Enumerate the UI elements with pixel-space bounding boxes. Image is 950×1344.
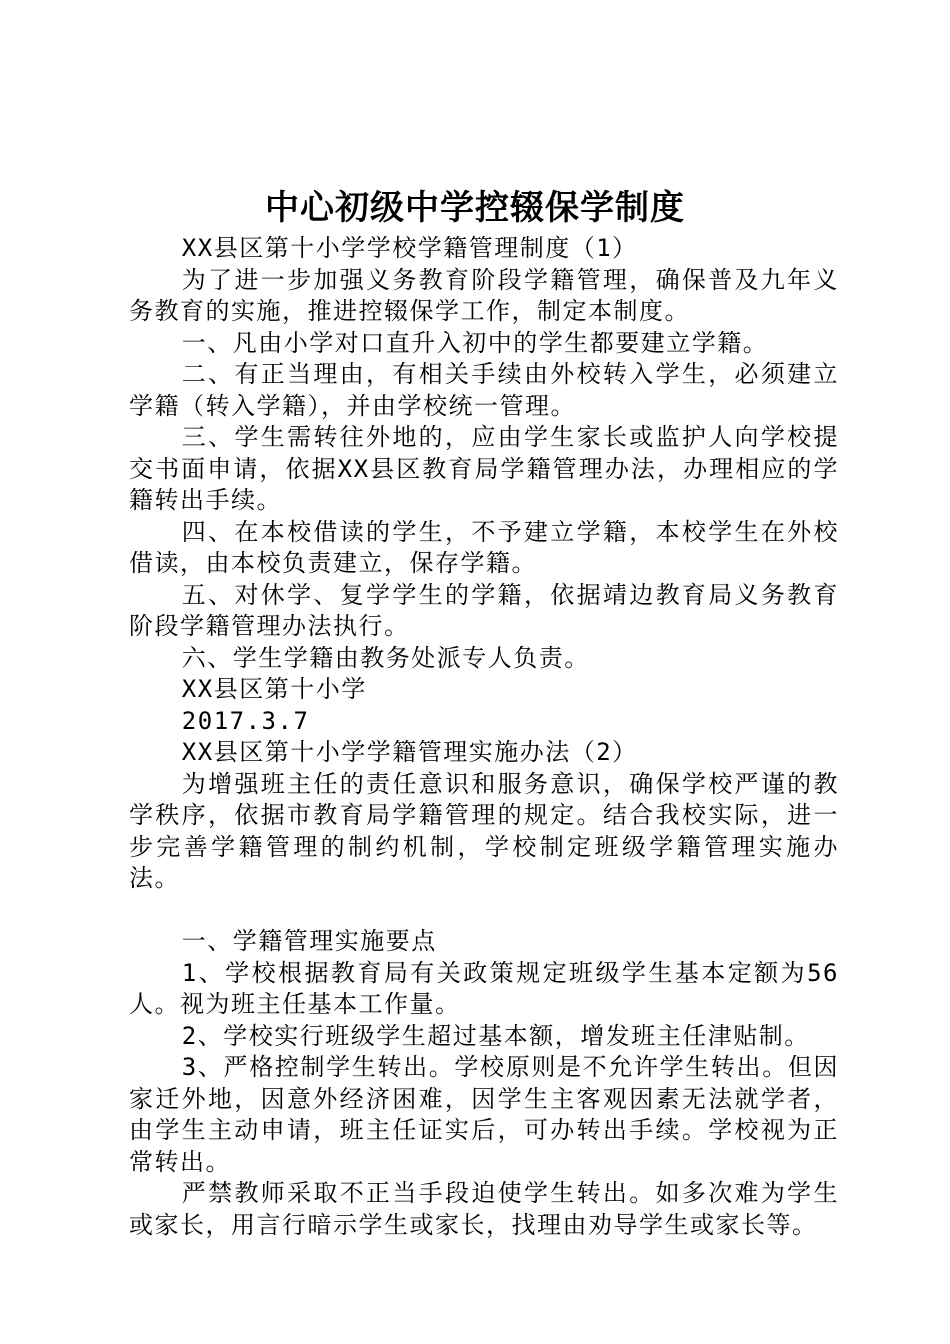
signature-school-name: XX县区第十小学 bbox=[181, 675, 367, 703]
heading-school-registration-rules: XX县区第十小学学校学籍管理制度（1） bbox=[181, 234, 638, 262]
section-heading-key-points: 一、学籍管理实施要点 bbox=[181, 927, 437, 955]
paragraph-purpose: 为了进一步加强义务教育阶段学籍管理，确保普及九年义务教育的实施，推进控辍保学工作，制定本制度。 bbox=[129, 265, 839, 325]
document-body bbox=[129, 233, 839, 1241]
rule-item-5: 五、对休学、复学学生的学籍，依据靖边教育局义务教育阶段学籍管理办法执行。 bbox=[129, 580, 839, 640]
rule-item-2: 二、有正当理由，有相关手续由外校转入学生，必须建立学籍（转入学籍），并由学校统一管理。 bbox=[129, 360, 839, 420]
signature-date: 2017.3.7 bbox=[181, 706, 310, 735]
rule-item-4: 四、在本校借读的学生，不予建立学籍，本校学生在外校借读，由本校负责建立，保存学籍。 bbox=[129, 517, 839, 577]
point-item-3: 3、严格控制学生转出。学校原则是不允许学生转出。但因家迁外地，因意外经济困难，因学生主客观因素无法就学者，由学生主动申请，班主任证实后，可办转出手续。学校视为正常转出。 bbox=[129, 1053, 839, 1176]
point-item-1: 1、学校根据教育局有关政策规定班级学生基本定额为56人。视为班主任基本工作量。 bbox=[129, 958, 839, 1018]
rule-item-3: 三、学生需转往外地的，应由学生家长或监护人向学校提交书面申请，依据XX县区教育局学籍管理办法，办理相应的学籍转出手续。 bbox=[129, 423, 839, 514]
point-item-2: 2、学校实行班级学生超过基本额，增发班主任津贴制。 bbox=[181, 1021, 810, 1050]
paragraph-prohibition: 严禁教师采取不正当手段迫使学生转出。如多次难为学生或家长，用言行暗示学生或家长，找理由劝导学生或家长等。 bbox=[129, 1179, 839, 1239]
heading-implementation-measures: XX县区第十小学学籍管理实施办法（2） bbox=[181, 738, 638, 766]
document-title: 中心初级中学控辍保学制度 bbox=[265, 188, 685, 228]
rule-item-6: 六、学生学籍由教务处派专人负责。 bbox=[181, 643, 590, 672]
paragraph-intro: 为增强班主任的责任意识和服务意识，确保学校严谨的教学秩序，依据市教育局学籍管理的规定。结合我校实际，进一步完善学籍管理的制约机制，学校制定班级学籍管理实施办法。 bbox=[129, 769, 839, 892]
rule-item-1: 一、凡由小学对口直升入初中的学生都要建立学籍。 bbox=[181, 328, 769, 357]
